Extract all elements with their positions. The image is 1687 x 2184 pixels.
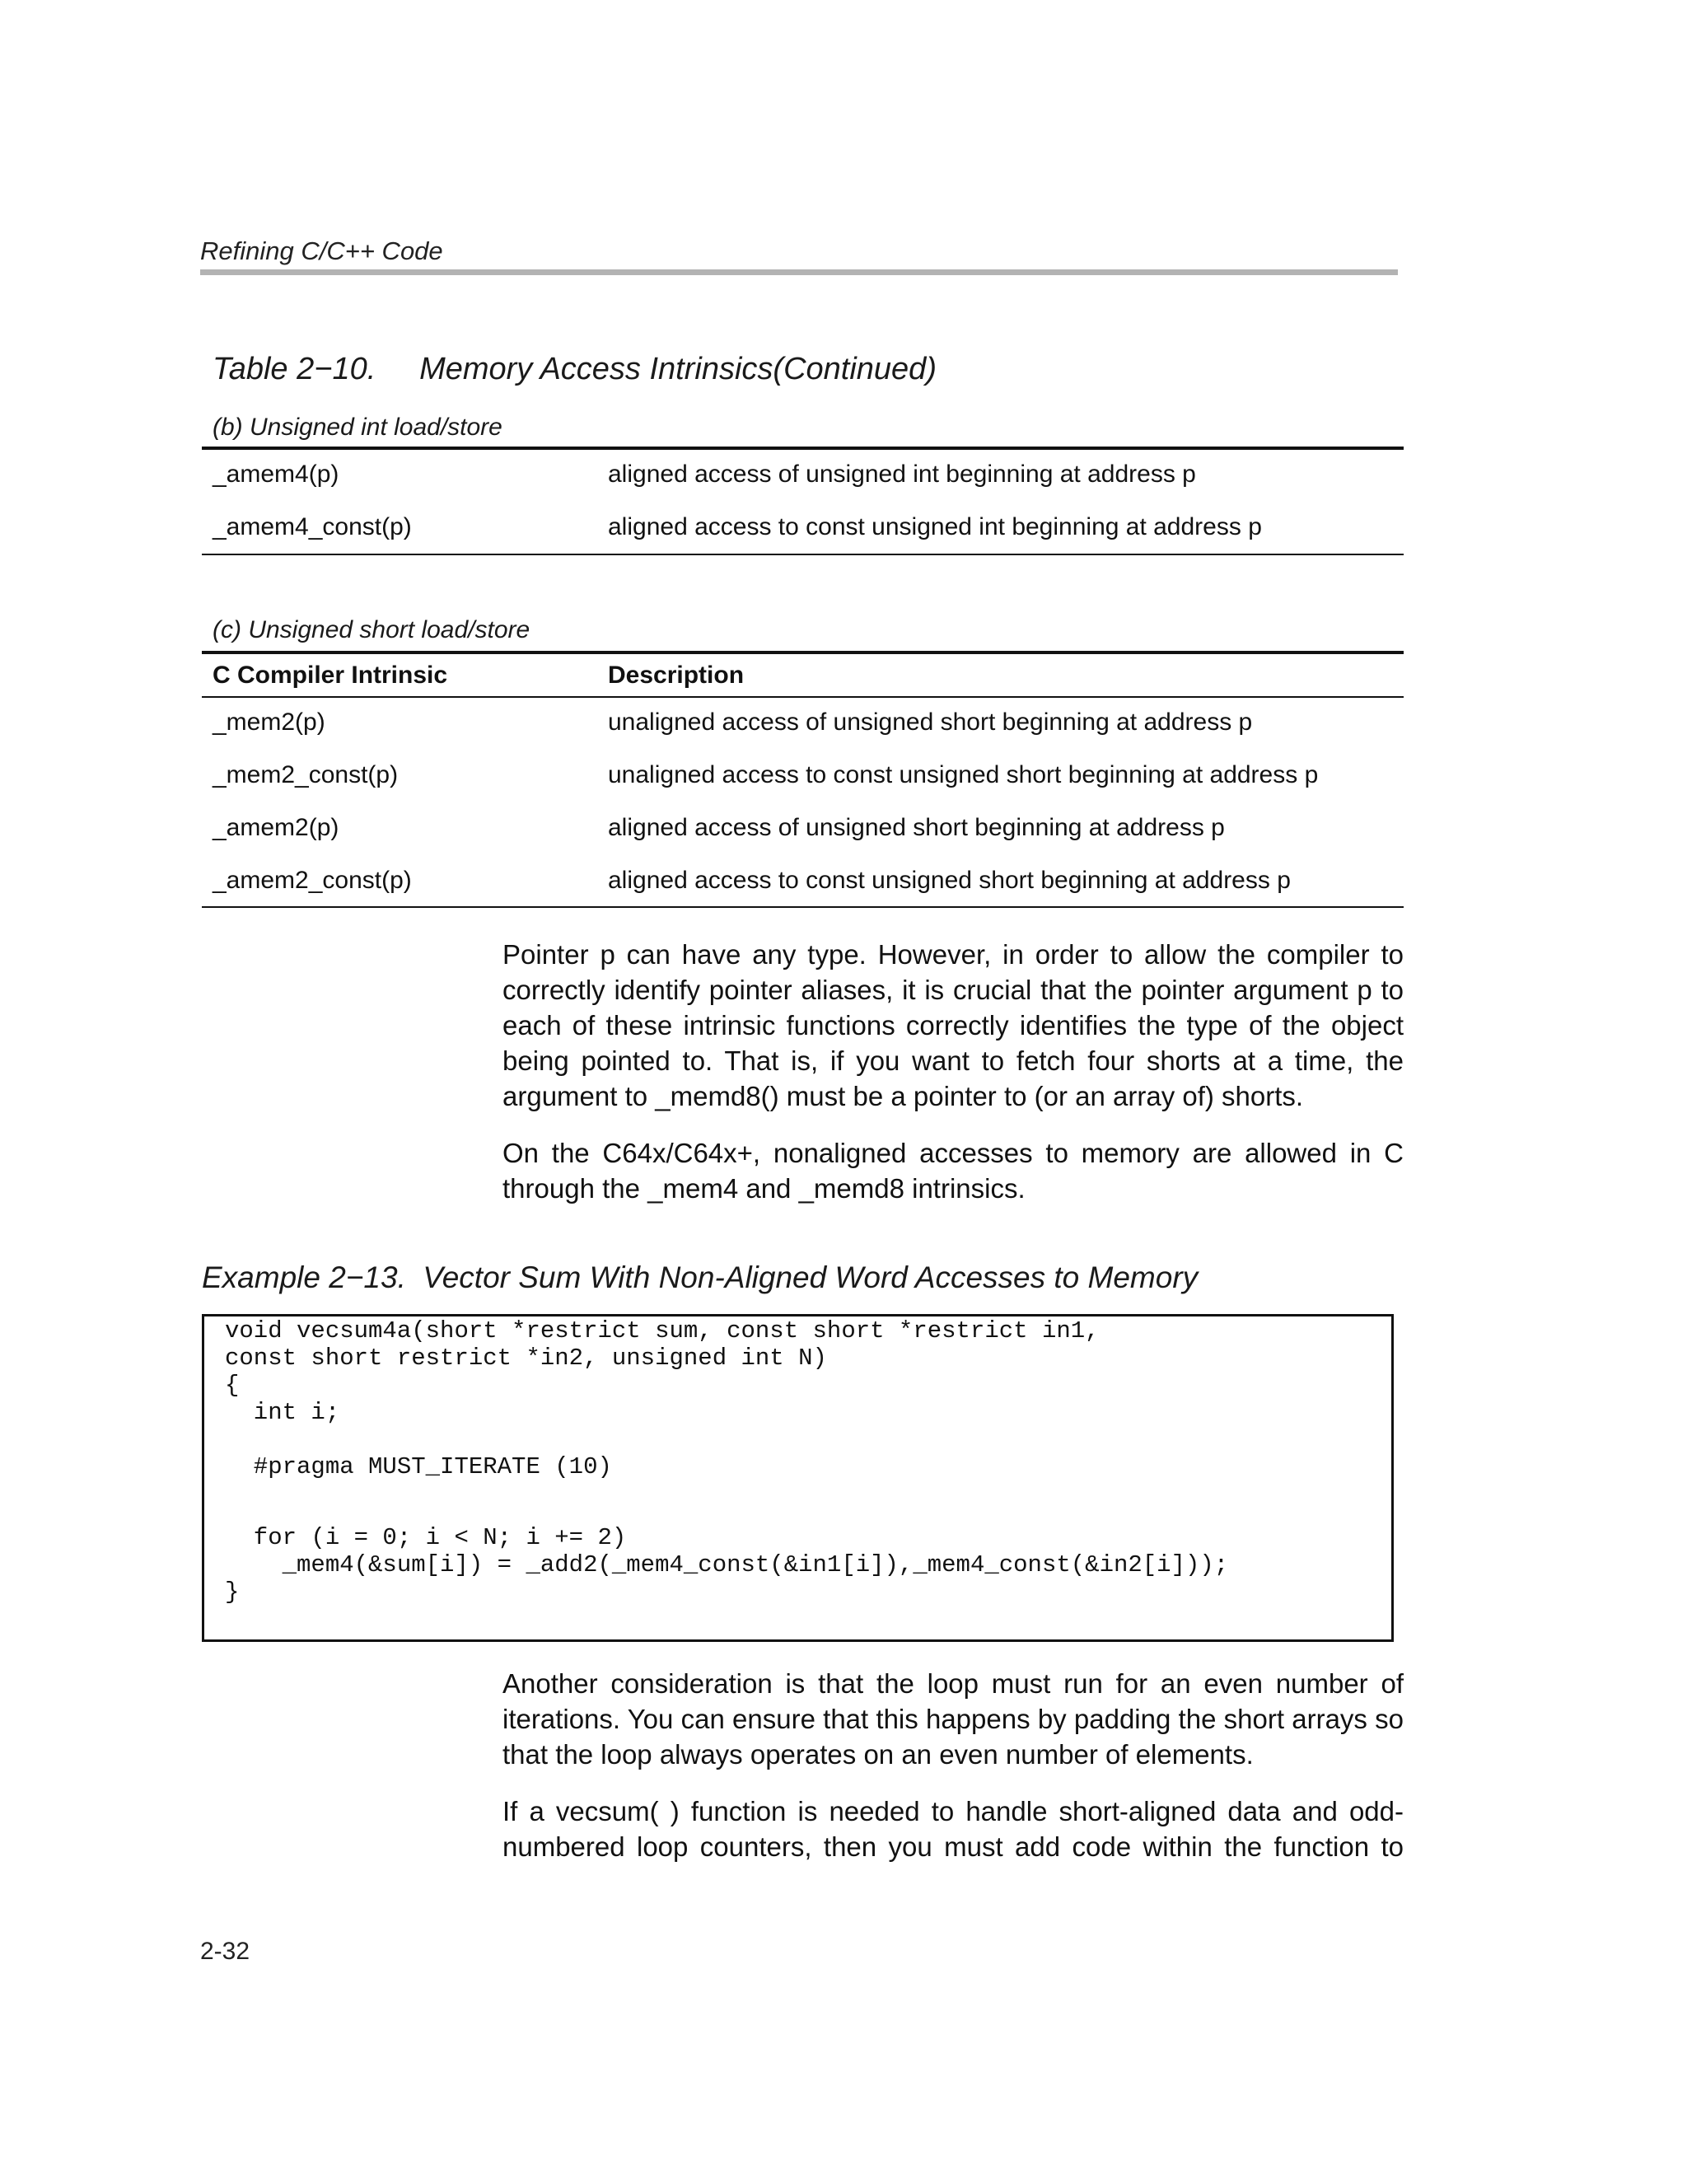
- column-header-description: Description: [608, 662, 745, 689]
- paragraph-nonaligned-access: On the C64x/C64x+, nonaligned accesses to memory are allowed in C through the _mem4 and _memd8 intrinsics.: [502, 1138, 1404, 1204]
- table-row-c2-description: unaligned access to const unsigned short beginning at address p: [608, 761, 1319, 788]
- code-line-8: }: [225, 1578, 240, 1606]
- page-number: 2-32: [200, 1938, 250, 1965]
- paragraph-pointer-type: Pointer p can have any type. However, in order to allow the compiler to correctly identify pointer aliases, it is crucial that the pointer argument p to each of these intrinsic functions correctly identifies the type of the object being pointed to. That is, if you want to fetch four shorts at a time, the argument to _memd8() must be a pointer to (or an array of) shorts.: [502, 939, 1404, 1111]
- section-c-top-rule: [202, 651, 1404, 654]
- paragraph-even-iterations: Another consideration is that the loop must run for an even number of iterations. You can ensure that this happens by padding the short arrays so that the loop always operates on an even number of elements.: [502, 1668, 1404, 1770]
- table-title-text: Memory Access Intrinsics(Continued): [419, 352, 937, 386]
- table-row-c2-intrinsic: _mem2_const(p): [213, 761, 399, 788]
- table-title: [213, 352, 937, 387]
- table-row-c3-intrinsic: _amem2(p): [213, 814, 339, 841]
- column-header-intrinsic: C Compiler Intrinsic: [213, 662, 448, 689]
- section-b-bottom-rule: [202, 554, 1404, 555]
- table-row-c4-description: aligned access to const unsigned short beginning at address p: [608, 867, 1291, 894]
- running-header: Refining C/C++ Code: [200, 236, 443, 265]
- table-row-b2-intrinsic: _amem4_const(p): [213, 513, 412, 540]
- table-row-c3-description: aligned access of unsigned short beginning at address p: [608, 814, 1225, 841]
- table-label: Table 2−10.: [213, 352, 376, 386]
- section-b-caption: (b) Unsigned int load/store: [213, 414, 502, 441]
- section-c-bottom-rule: [202, 906, 1404, 908]
- example-title: Example 2−13. Vector Sum With Non-Aligned Word Accesses to Memory: [202, 1260, 1199, 1294]
- table-row-c1-intrinsic: _mem2(p): [213, 709, 325, 736]
- code-line-3: {: [225, 1372, 240, 1399]
- code-line-2: const short restrict *in2, unsigned int N): [225, 1345, 827, 1372]
- table-row-b1-description: aligned access of unsigned int beginning at address p: [608, 461, 1196, 488]
- table-row-c4-intrinsic: _amem2_const(p): [213, 867, 412, 894]
- section-b-top-rule: [202, 447, 1404, 450]
- section-c-header-rule: [202, 696, 1404, 698]
- table-row-b2-description: aligned access to const unsigned int beginning at address p: [608, 513, 1262, 540]
- code-line-6: for (i = 0; i < N; i += 2): [225, 1524, 627, 1551]
- code-line-5: #pragma MUST_ITERATE (10): [225, 1453, 612, 1480]
- code-line-4: int i;: [225, 1399, 340, 1426]
- code-line-1: void vecsum4a(short *restrict sum, const short *restrict in1,: [225, 1317, 1100, 1345]
- paragraph-vecsum-odd: If a vecsum( ) function is needed to handle short-aligned data and odd-numbered loop counters, then you must add code within the function to: [502, 1796, 1404, 1862]
- table-row-c1-description: unaligned access of unsigned short beginning at address p: [608, 709, 1253, 736]
- table-row-b1-intrinsic: _amem4(p): [213, 461, 339, 488]
- code-line-7: _mem4(&sum[i]) = _add2(_mem4_const(&in1[i]),_mem4_const(&in2[i]));: [225, 1551, 1229, 1578]
- header-rule: [200, 269, 1398, 275]
- section-c-caption: (c) Unsigned short load/store: [213, 616, 530, 643]
